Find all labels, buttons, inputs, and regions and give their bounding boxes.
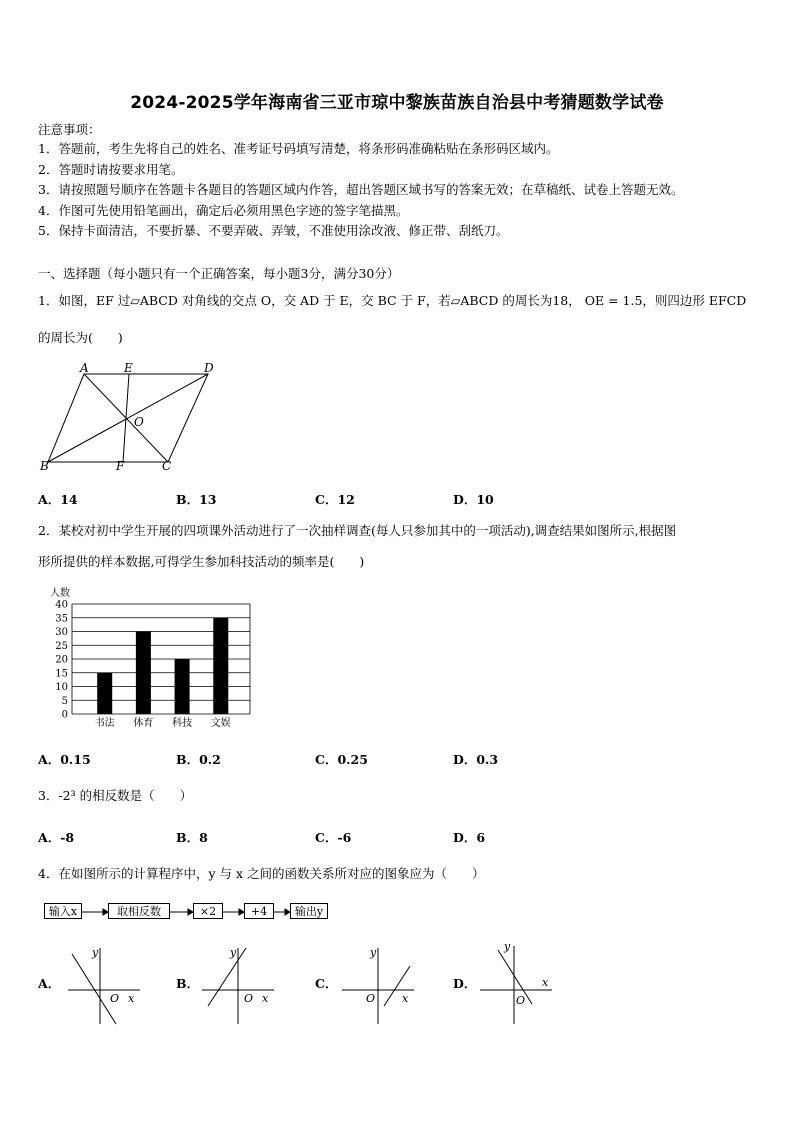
svg-text:x: x <box>128 992 135 1005</box>
q4-option-b[interactable]: B． <box>176 976 200 991</box>
note-item: 1．答题前，考生先将自己的姓名、准考证号码填写清楚，将条形码准确粘贴在条形码区域内。 <box>38 141 559 156</box>
y-tick-label: 30 <box>55 627 68 638</box>
svg-text:x: x <box>262 992 269 1005</box>
x-tick-label: 文娱 <box>210 718 231 729</box>
notes-heading: 注意事项： <box>38 122 101 137</box>
graph-d <box>476 936 558 1028</box>
q2-stem-line1: 2．某校对初中学生开展的四项课外活动进行了一次抽样调查(每人只参加其中的一项活动),调查结果如图所示,根据图 <box>38 523 677 538</box>
note-item: 2．答题时请按要求用笔。 <box>38 161 184 177</box>
bar-2 <box>175 659 190 714</box>
bar-1 <box>136 632 151 715</box>
svg-text:x: x <box>542 976 549 989</box>
q2-option-a[interactable]: A．0.15 <box>38 752 91 767</box>
point-label-a: A <box>80 362 89 375</box>
q4-stem: 4．在如图所示的计算程序中，y 与 x 之间的函数关系所对应的图象应为（ ） <box>38 866 485 881</box>
q1-option-a[interactable]: A．14 <box>38 492 78 507</box>
q2-option-d[interactable]: D．0.3 <box>453 752 499 767</box>
flow-times2-box: ×2 <box>193 903 223 919</box>
q4-option-a[interactable]: A． <box>38 976 61 991</box>
q4-option-d[interactable]: D． <box>453 976 477 991</box>
page-title: 2024-2025学年海南省三亚市琼中黎族苗族自治县中考猜题数学试卷 <box>130 93 664 113</box>
x-tick-label: 书法 <box>94 718 115 729</box>
graph-a <box>66 940 148 1028</box>
graph-c <box>340 940 422 1028</box>
parallelogram-figure <box>36 362 226 474</box>
q2-stem-line2: 形所提供的样本数据,可得学生参加科技活动的频率是( ) <box>38 554 365 569</box>
q3-option-b[interactable]: B．8 <box>176 830 208 845</box>
q2-option-b[interactable]: B．0.2 <box>176 752 221 767</box>
y-tick-label: 10 <box>55 682 68 693</box>
flow-negate-box: 取相反数 <box>108 903 170 919</box>
point-label-d: D <box>204 362 214 375</box>
q3-option-c[interactable]: C．-6 <box>315 830 352 845</box>
x-tick-label: 科技 <box>172 718 193 729</box>
note-item: 3．请按照题号顺序在答题卡各题目的答题区域内作答，超出答题区域书写的答案无效；在草稿纸、试卷上答题无效。 <box>38 182 684 198</box>
q3-option-a[interactable]: A．-8 <box>38 830 75 845</box>
svg-text:y: y <box>230 946 237 959</box>
chart-ylabel: 人数 <box>50 588 70 599</box>
q3-option-d[interactable]: D．6 <box>453 830 486 845</box>
notes-list <box>38 139 683 242</box>
svg-text:O: O <box>244 992 254 1005</box>
y-tick-label: 25 <box>55 640 68 652</box>
svg-text:O: O <box>516 994 526 1007</box>
x-tick-label: 体育 <box>133 718 154 729</box>
note-item: 5．保持卡面清洁，不要折暴、不要弄破、弄皱，不准使用涂改液、修正带、刮纸刀。 <box>38 223 509 239</box>
q1-option-c[interactable]: C．12 <box>315 492 355 507</box>
flow-arrows <box>80 904 294 920</box>
q3-stem: 3．-2³ 的相反数是（ ） <box>38 788 193 803</box>
graph-b <box>200 940 282 1028</box>
point-label-f: F <box>116 459 125 473</box>
flow-plus4-box: +4 <box>244 903 274 919</box>
flow-output-box: 输出y <box>290 903 328 919</box>
q1-stem-line1: 1．如图，EF 过▱ABCD 对角线的交点 O，交 AD 于 E，交 BC 于 F，若▱ABCD 的周长为18， OE = 1.5，则四边形 EFCD <box>38 293 747 308</box>
point-label-b: B <box>40 459 49 473</box>
point-label-e: E <box>124 362 133 375</box>
svg-text:O: O <box>110 992 120 1005</box>
point-label-o: O <box>134 415 144 429</box>
y-tick-label: 15 <box>55 668 68 680</box>
svg-text:y: y <box>370 946 377 959</box>
bar-3 <box>213 618 228 714</box>
q2-option-c[interactable]: C．0.25 <box>315 752 368 767</box>
q4-option-c[interactable]: C． <box>315 976 338 991</box>
y-tick-label: 0 <box>61 709 68 721</box>
section-heading: 一、选择题（每小题只有一个正确答案，每小题3分，满分30分） <box>38 266 400 281</box>
q1-option-d[interactable]: D．10 <box>453 492 494 507</box>
bar-chart <box>44 584 258 730</box>
flow-input-box: 输入x <box>44 903 82 919</box>
y-tick-label: 20 <box>55 654 68 666</box>
svg-text:y: y <box>504 940 511 953</box>
note-item: 4．作图可先使用铅笔画出，确定后必须用黑色字迹的签字笔描黑。 <box>38 202 409 218</box>
y-tick-label: 5 <box>61 695 68 707</box>
q1-option-b[interactable]: B．13 <box>176 492 217 507</box>
svg-text:y: y <box>92 946 99 959</box>
svg-text:O: O <box>366 992 376 1005</box>
point-label-c: C <box>162 459 172 473</box>
y-tick-label: 35 <box>55 613 68 625</box>
bar-0 <box>97 673 112 714</box>
q1-stem-line2: 的周长为( ) <box>38 330 123 345</box>
y-tick-label: 40 <box>55 599 68 611</box>
svg-text:x: x <box>402 992 409 1005</box>
